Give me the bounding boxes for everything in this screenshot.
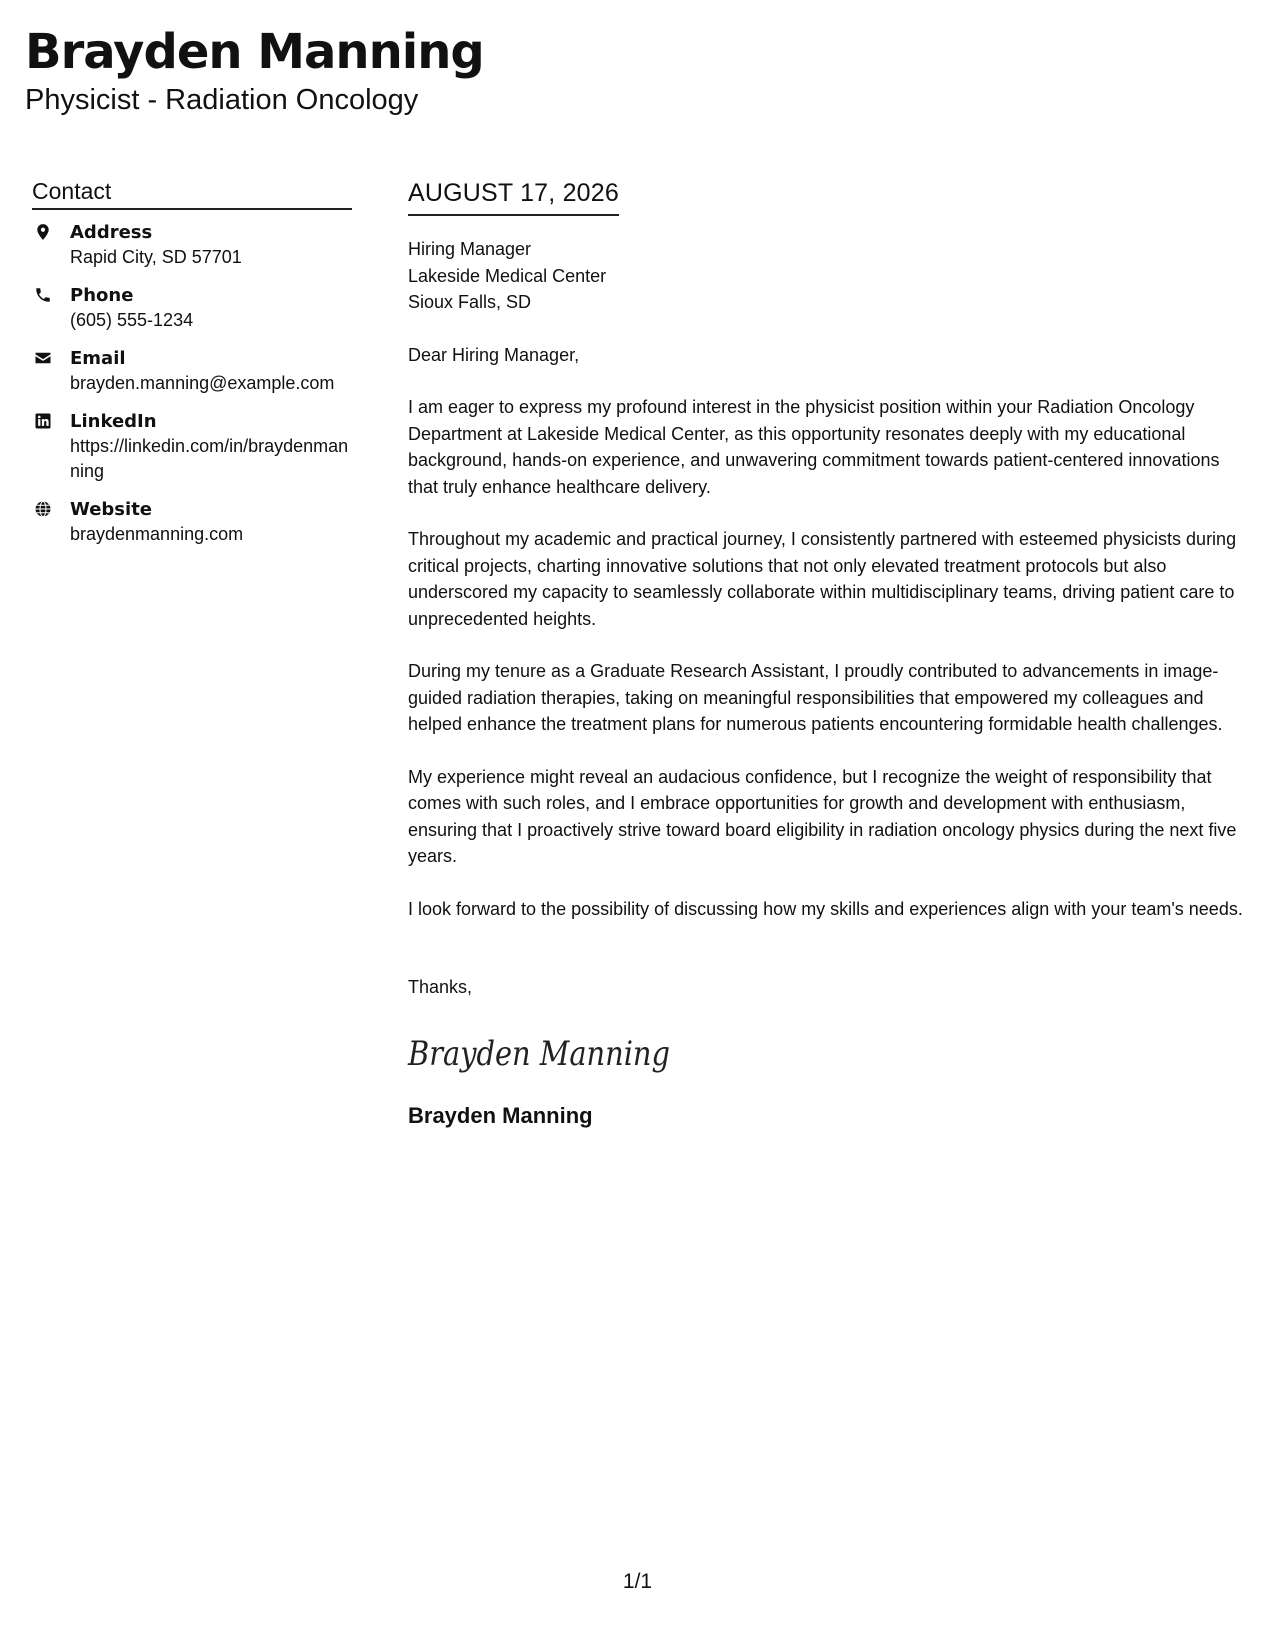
contact-heading: Contact (32, 176, 352, 210)
contact-sidebar (32, 176, 352, 561)
letter-paragraph: I am eager to express my profound interest in the physicist position within your Radiation Oncology Department at Lakeside Medical Center, as this opportunity resonates deeply with my educational background, hands-on experience, and unwavering commitment towards patient-centered innovations that truly enhance healthcare delivery. (408, 397, 1220, 497)
page-number: 1/1 (622, 1570, 653, 1593)
phone-value: (605) 555-1234 (70, 310, 194, 330)
letter-body (408, 176, 1253, 1131)
globe-icon (34, 500, 52, 518)
contact-phone (32, 284, 352, 333)
contact-label: LinkedIn (70, 411, 157, 432)
signoff-name: Brayden Manning (408, 1102, 593, 1128)
contact-website (32, 498, 352, 547)
contact-label: Email (70, 348, 126, 369)
contact-linkedin (32, 410, 352, 484)
map-pin-icon (34, 223, 52, 241)
contact-label: Website (70, 499, 153, 520)
handwritten-signature (408, 1029, 673, 1079)
contact-email (32, 347, 352, 396)
letter-paragraph: During my tenure as a Graduate Research Assistant, I proudly contributed to advancements in image-guided radiation therapies, taking on meaningful responsibilities that empowered my colleagues and helped enhance the treatment plans for numerous patients encountering formidable health challenges. (408, 661, 1223, 734)
recipient-title: Hiring Manager (408, 239, 532, 259)
signature-text: Brayden Manning (407, 1033, 670, 1074)
linkedin-link[interactable]: https://linkedin.com/in/braydenmanning (70, 436, 349, 481)
email-icon (34, 349, 52, 367)
letter-paragraph: Throughout my academic and practical journey, I consistently partnered with esteemed physicists during critical projects, charting innovative solutions that not only elevated treatment protocols but also underscored my capacity to seamlessly collaborate within multidisciplinary teams, driving patient care to unprecedented heights. (408, 529, 1237, 629)
salutation: Dear Hiring Manager, (408, 344, 580, 365)
contact-label: Phone (70, 285, 134, 306)
recipient-location: Sioux Falls, SD (408, 292, 532, 312)
applicant-name: Brayden Manning (25, 24, 484, 80)
letter-paragraph: I look forward to the possibility of discussing how my skills and experiences align with your team's needs. (408, 898, 1243, 919)
website-link[interactable]: braydenmanning.com (70, 524, 244, 544)
linkedin-icon (34, 412, 52, 430)
letter-date: AUGUST 17, 2026 (408, 176, 619, 216)
phone-icon (34, 286, 52, 304)
contact-address (32, 221, 352, 270)
recipient-organization: Lakeside Medical Center (408, 265, 607, 286)
email-link[interactable]: brayden.manning@example.com (70, 373, 335, 393)
closing: Thanks, (408, 977, 473, 997)
job-title: Physicist - Radiation Oncology (25, 84, 419, 116)
recipient-block (408, 236, 1253, 316)
address-value: Rapid City, SD 57701 (70, 247, 242, 267)
letter-paragraph: My experience might reveal an audacious confidence, but I recognize the weight of responsibility that comes with such roles, and I embrace opportunities for growth and development with enthusiasm, ensuring that I proactively strive toward board eligibility in radiation oncology physics during the next five years. (408, 766, 1237, 866)
contact-label: Address (70, 222, 153, 243)
